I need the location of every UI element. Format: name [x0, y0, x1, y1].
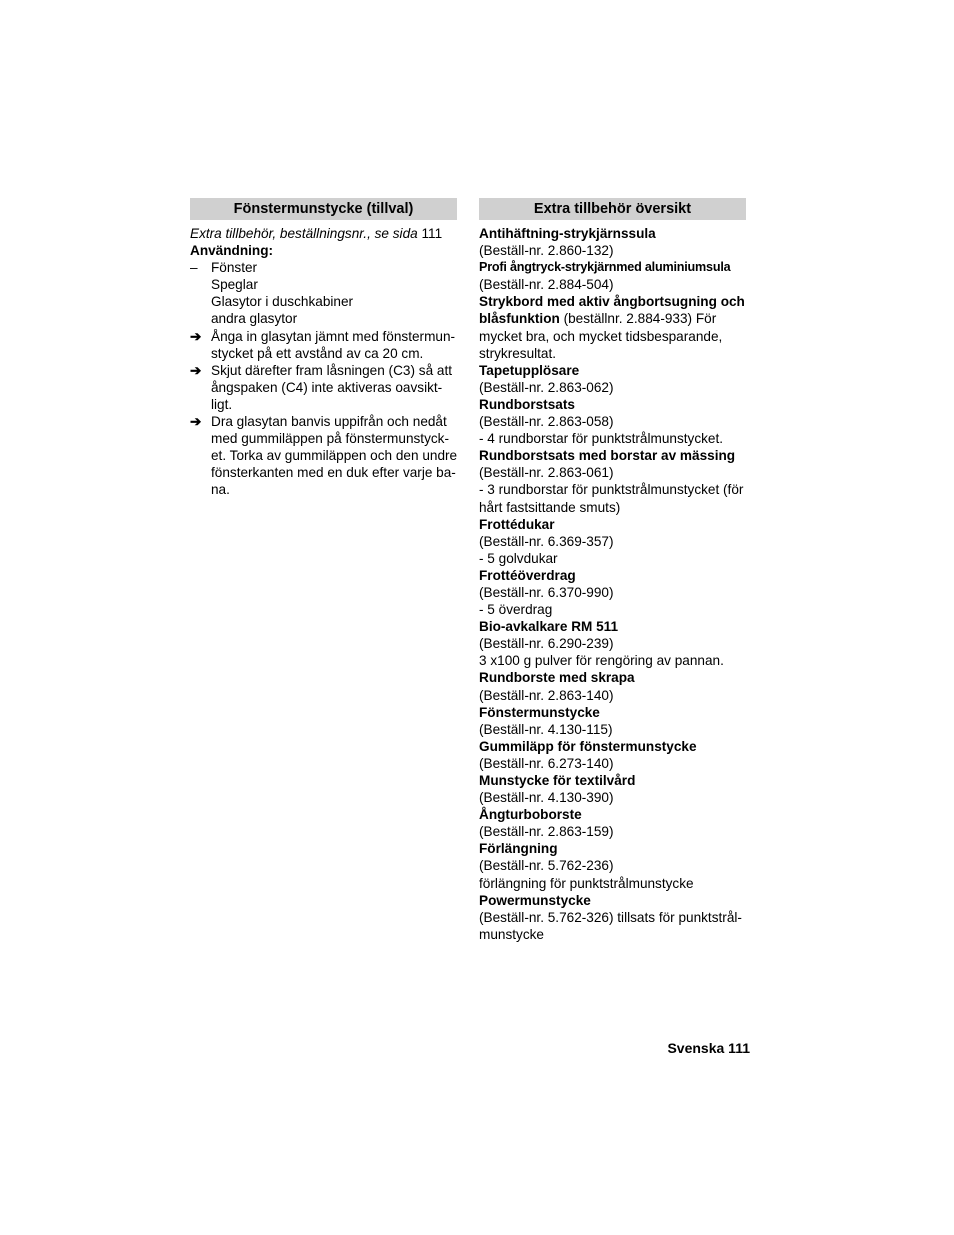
accessory-name: Ångturboborste — [479, 807, 582, 823]
accessory-entry — [479, 362, 754, 396]
usage-item-text: Glasytor i duschkabiner — [211, 294, 354, 310]
accessory-entry — [479, 738, 754, 772]
usage-item — [190, 259, 462, 276]
usage-item — [190, 310, 462, 327]
accessory-entry — [479, 259, 754, 293]
usage-item-text: Fönster — [211, 260, 258, 276]
accessory-detail: (Beställ-nr. 6.370-990) — [479, 584, 614, 600]
accessory-name: Profi ångtryck-strykjärnmed aluminiumsula — [479, 260, 731, 275]
accessory-detail: (Beställ-nr. 5.762-326) tillsats för punktstrål- — [479, 909, 742, 925]
accessory-entry — [479, 396, 754, 447]
usage-item — [190, 276, 462, 293]
accessory-detail: (Beställ-nr. 2.863-058) — [479, 414, 614, 430]
accessory-name: Rundborste med skrapa — [479, 670, 635, 686]
accessory-detail: (Beställ-nr. 2.860-132) — [479, 243, 614, 259]
accessory-detail: (Beställ-nr. 4.130-115) — [479, 721, 613, 737]
step-line: Skjut därefter fram låsningen (C3) så att — [211, 362, 453, 378]
step-line: Ånga in glasytan jämnt med fönstermun- — [211, 328, 456, 344]
accessory-detail: (Beställ-nr. 2.863-062) — [479, 379, 614, 395]
accessory-detail: (Beställ-nr. 6.273-140) — [479, 755, 614, 771]
section-heading-window-nozzle: Fönstermunstycke (tillval) — [190, 198, 457, 220]
usage-list — [190, 259, 462, 327]
accessory-detail: (Beställ-nr. 2.863-061) — [479, 465, 614, 481]
accessory-entry — [479, 772, 754, 806]
reference-page: 111 — [421, 226, 443, 241]
accessory-entry — [479, 225, 754, 259]
accessory-entry — [479, 447, 754, 515]
left-column — [190, 198, 462, 499]
accessory-reference — [190, 225, 462, 242]
accessory-entry — [479, 669, 754, 703]
accessory-detail: (Beställ-nr. 2.884-504) — [479, 277, 614, 293]
instruction-step — [190, 328, 462, 362]
accessory-detail: (Beställ-nr. 2.863-140) — [479, 687, 614, 703]
accessory-name: Antihäftning-strykjärnssula — [479, 226, 656, 241]
step-line: stycket på ett avstånd av ca 20 cm. — [211, 345, 424, 361]
accessory-name-line — [479, 310, 754, 327]
accessory-entry — [479, 567, 754, 618]
accessory-name: Förlängning — [479, 841, 558, 857]
accessory-detail: förlängning för punktstrålmunstycke — [479, 875, 694, 891]
usage-item-text: andra glasytor — [211, 311, 298, 327]
accessory-entry — [479, 293, 754, 361]
accessory-name: Gummiläpp för fönstermunstycke — [479, 738, 697, 754]
step-line: ångspaken (C4) inte aktiveras oavsikt- — [211, 379, 443, 395]
step-line: na. — [211, 482, 230, 498]
arrow-right-icon: ➔ — [190, 414, 202, 430]
accessory-name: Rundborstsats med borstar av mässing — [479, 448, 736, 464]
arrow-right-icon: ➔ — [190, 362, 202, 378]
accessory-detail: (Beställ-nr. 6.290-239) — [479, 636, 614, 652]
step-line: fönsterkanten med en duk efter varje ba- — [211, 465, 456, 481]
accessory-entry — [479, 840, 754, 891]
accessory-detail: hårt fastsittande smuts) — [479, 499, 621, 515]
reference-text: Extra tillbehör, beställningsnr., se sida — [190, 226, 418, 241]
dash-marker: – — [190, 260, 198, 276]
section-heading-accessories-overview: Extra tillbehör översikt — [479, 198, 746, 220]
accessory-name: Strykbord med aktiv ångbortsugning och — [479, 294, 745, 310]
accessory-entry — [479, 704, 754, 738]
accessory-detail: mycket bra, och mycket tidsbesparande, — [479, 328, 723, 344]
accessory-name: Frottéöverdrag — [479, 567, 576, 583]
usage-item — [190, 293, 462, 310]
arrow-right-icon: ➔ — [190, 328, 202, 344]
accessory-name: Rundborstsats — [479, 396, 575, 412]
accessory-entry — [479, 516, 754, 567]
accessory-detail: 3 x100 g pulver för rengöring av pannan. — [479, 653, 724, 669]
accessory-detail: (Beställ-nr. 5.762-236) — [479, 858, 614, 874]
accessory-detail: (Beställ-nr. 4.130-390) — [479, 790, 614, 806]
accessory-name: Tapetupplösare — [479, 362, 580, 378]
step-line: Dra glasytan banvis uppifrån och nedåt — [211, 414, 447, 430]
step-line: ligt. — [211, 396, 233, 412]
step-line: et. Torka av gummiläppen och den undre — [211, 448, 458, 464]
accessories-list — [479, 225, 754, 943]
accessory-detail: - 3 rundborstar för punktstrålmunstycket (för — [479, 482, 744, 498]
accessory-entry — [479, 806, 754, 840]
accessory-detail: (Beställ-nr. 6.369-357) — [479, 533, 614, 549]
usage-item-text: Speglar — [211, 277, 258, 293]
accessory-name: blåsfunktion — [479, 311, 560, 327]
left-body — [190, 225, 462, 499]
instruction-step — [190, 413, 462, 498]
accessory-detail: strykresultat. — [479, 345, 557, 361]
accessory-entry — [479, 618, 754, 669]
accessory-name: Frottédukar — [479, 516, 555, 532]
step-line: med gummiläppen på fönstermunstyck- — [211, 431, 449, 447]
accessory-name: Fönstermunstycke — [479, 704, 600, 720]
page-footer: Svenska 111 — [667, 1040, 750, 1056]
accessory-order-number: (beställnr. 2.884-933) För — [563, 311, 717, 327]
usage-label: Användning: — [190, 243, 274, 259]
accessory-detail: - 5 överdrag — [479, 602, 553, 618]
accessory-name: Bio-avkalkare RM 511 — [479, 619, 619, 635]
accessory-entry — [479, 892, 754, 943]
accessory-detail: munstycke — [479, 926, 544, 942]
right-column — [479, 198, 754, 943]
accessory-detail: - 4 rundborstar för punktstrålmunstycket. — [479, 431, 724, 447]
steps-list — [190, 328, 462, 499]
accessory-detail: - 5 golvdukar — [479, 550, 558, 566]
instruction-step — [190, 362, 462, 413]
accessory-name: Munstycke för textilvård — [479, 773, 636, 788]
accessory-name: Powermunstycke — [479, 892, 591, 908]
accessory-detail: (Beställ-nr. 2.863-159) — [479, 824, 614, 840]
